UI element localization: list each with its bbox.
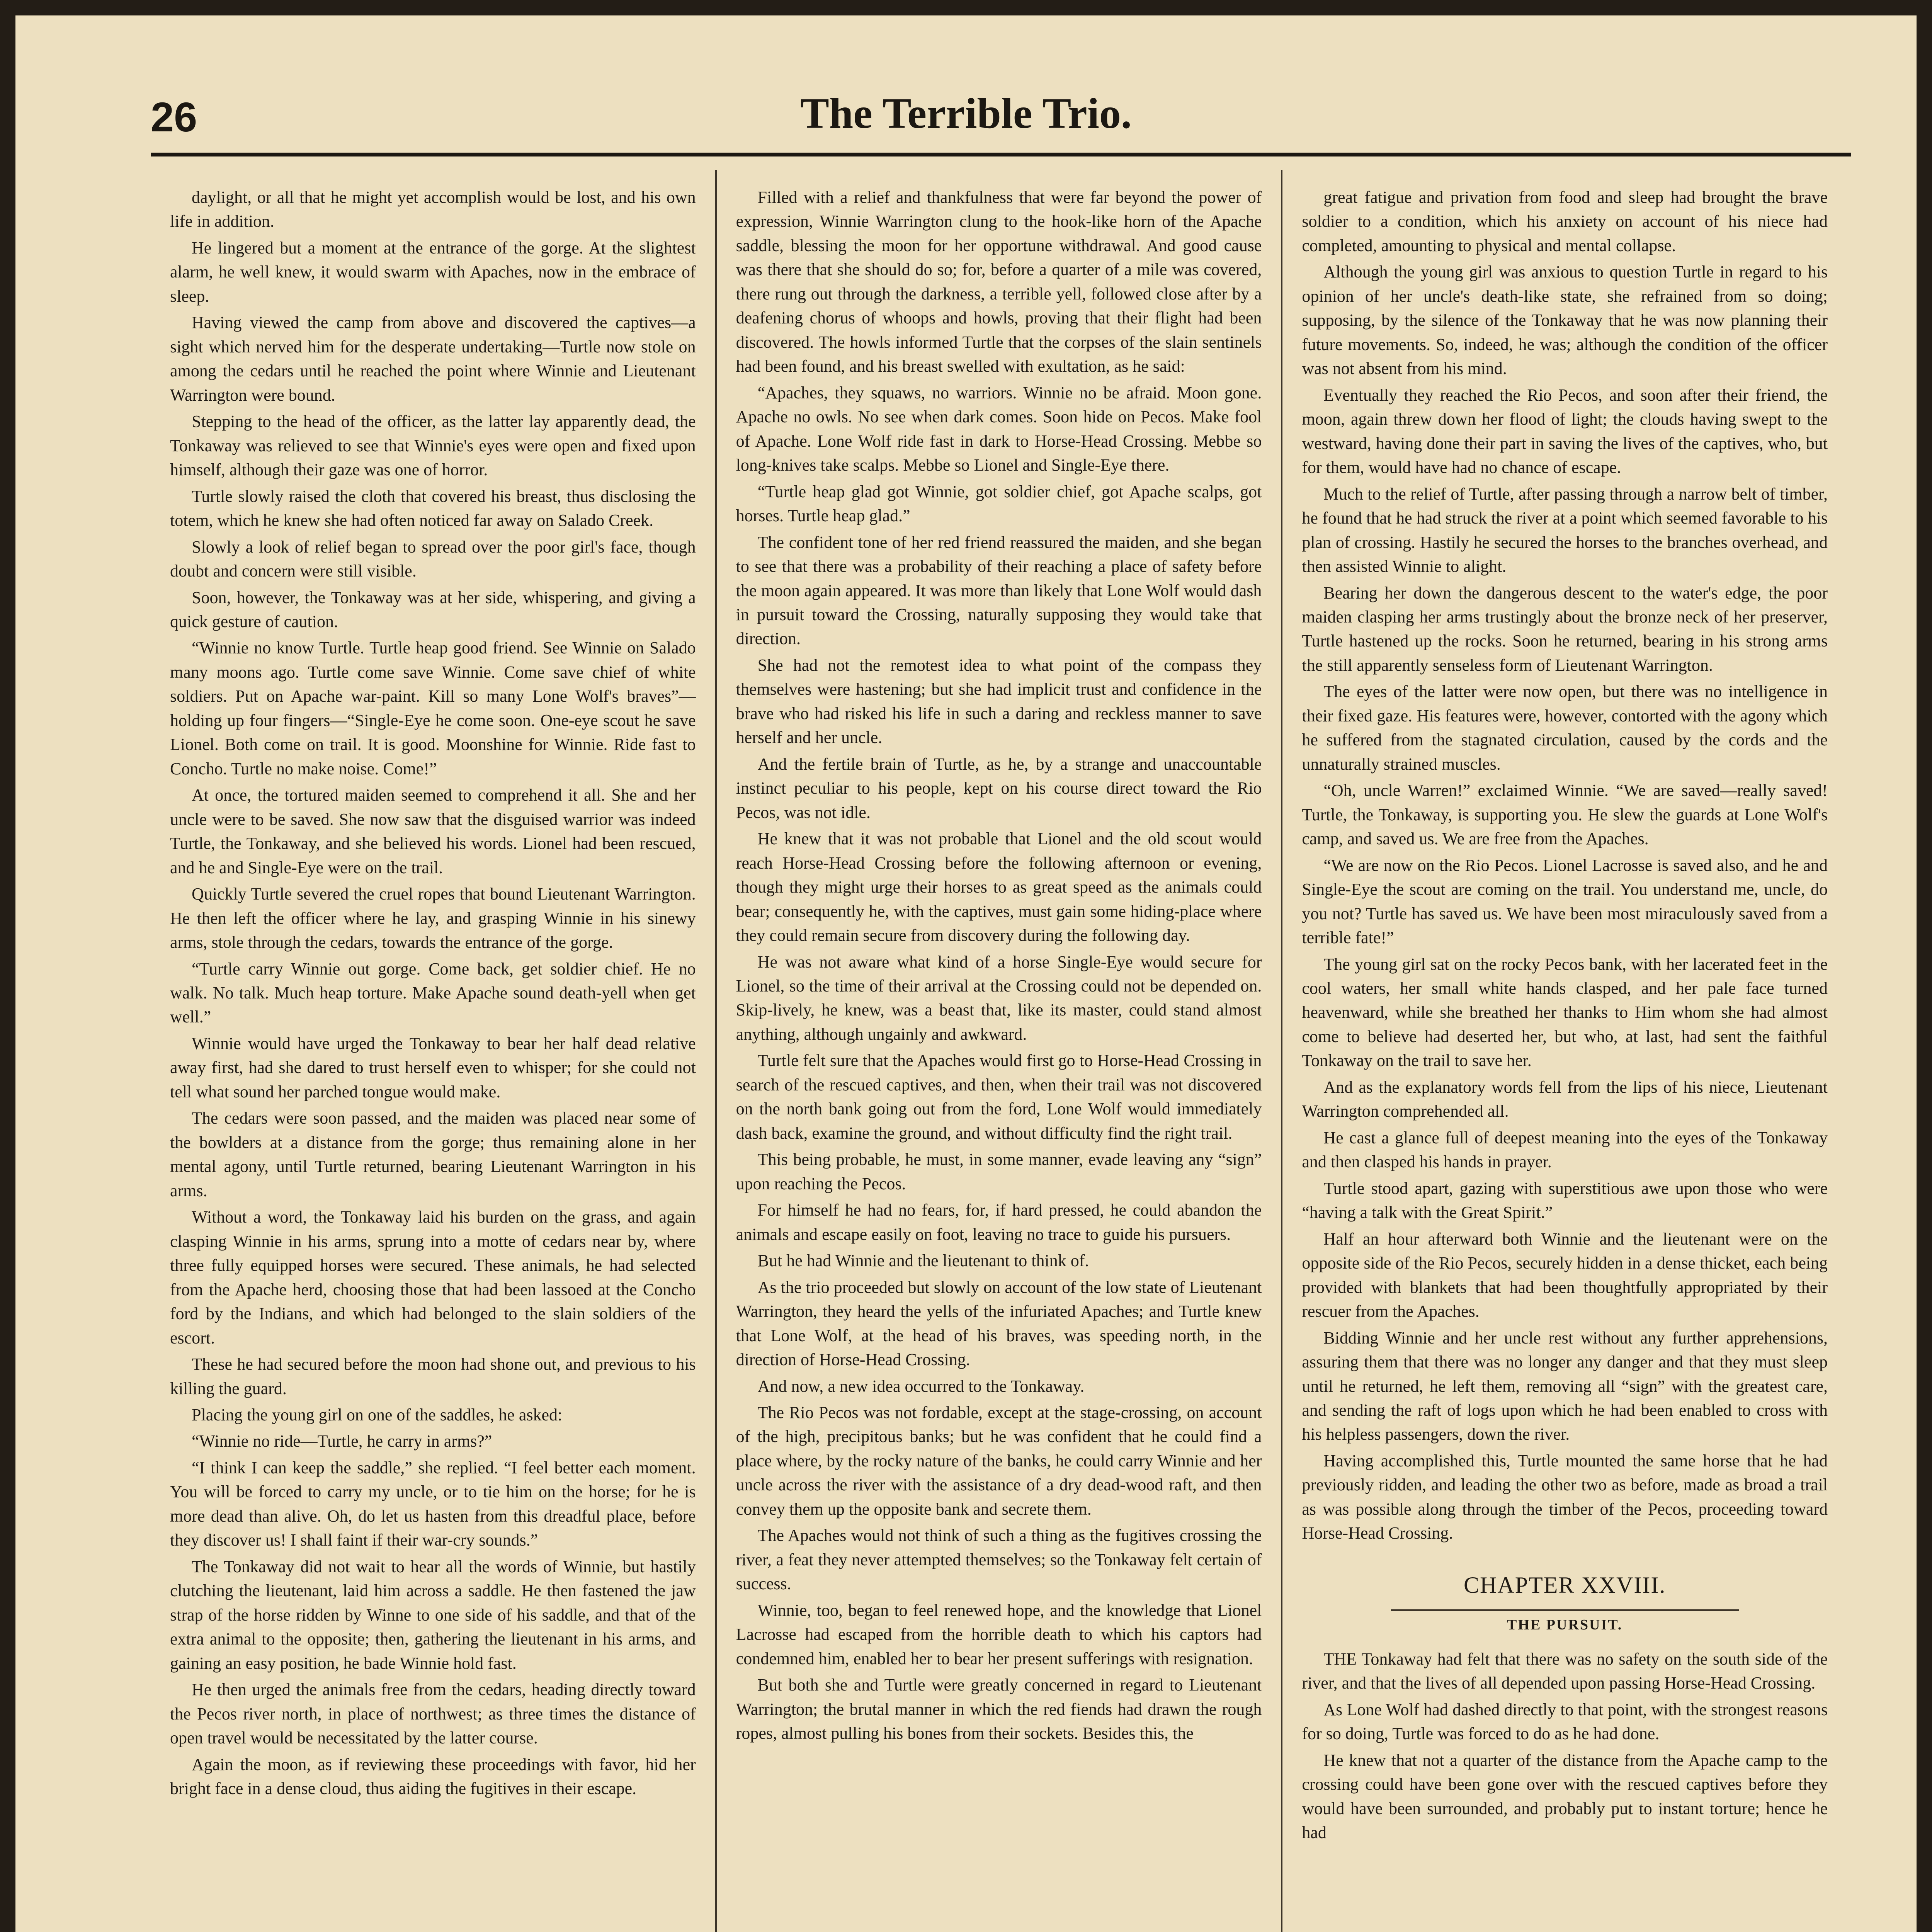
paragraph: She had not the remotest idea to what point of the compass they themselves were hastening; but she had implicit trust and confidence in the brave who had risked his life in such a daring and reckless manner to save herself and her uncle. bbox=[736, 655, 1262, 747]
paragraph: Although the young girl was anxious to question Turtle in regard to his opinion of her uncle's death-like state, she refrained from so doing; supposing, by the silence of the Tonkaway that he was now planning their future movements. So, indeed, he was; although the condition of the officer was not absent from his mind. bbox=[1302, 262, 1828, 378]
column-3-body bbox=[1302, 185, 1828, 1546]
paragraph: The Rio Pecos was not fordable, except at the stage-crossing, on account of the high, precipitous banks; but he was confident that he could find a place where, by the rocky nature of the banks, he could carry Winnie and her uncle across the river with the assistance of a dry dead-wood raft, and then convey them up the opposite bank and secrete them. bbox=[736, 1403, 1262, 1519]
paragraph: He then urged the animals free from the cedars, heading directly toward the Pecos river north, in place of northwest; as three times the distance of open travel would be necessitated by the latter course. bbox=[170, 1680, 696, 1748]
paragraph: For himself he had no fears, for, if hard pressed, he could abandon the animals and escape easily on foot, leaving no trace to guide his pursuers. bbox=[736, 1201, 1262, 1244]
paragraph: The young girl sat on the rocky Pecos bank, with her lacerated feet in the cool waters, her small white hands clasped, and her pale face turned heavenward, while she breathed her thanks to Him whom she had almost come to believe had deserted her, but who, at last, had sent the faithful Tonkaway on the trail to save her. bbox=[1302, 954, 1828, 1070]
paragraph: But he had Winnie and the lieutenant to think of. bbox=[757, 1251, 1089, 1270]
paragraph: “Apaches, they squaws, no warriors. Winnie no be afraid. Moon gone. Apache no owls. No see when dark comes. Soon hide on Pecos. Make fool of Apache. Lone Wolf ride fast in dark to Horse-Head Crossing. Mebbe so long-knives take scalps. Mebbe so Lionel and Single-Eye there. bbox=[736, 383, 1262, 475]
paragraph: “Turtle carry Winnie out gorge. Come back, get soldier chief. He no walk. No talk. Much heap torture. Make Apache sound death-yell when get well.” bbox=[170, 959, 696, 1027]
paragraph: He knew that it was not probable that Lionel and the old scout would reach Horse-Head Crossing before the following afternoon or evening, though they might urge their horses to as great speed as the animals could bear; consequently he, with the captives, must gain some hiding-place where they could remain secure from discovery during the following day. bbox=[736, 829, 1262, 945]
paragraph: The Apaches would not think of such a thing as the fugitives crossing the river, a feat they never attempted themselves; so the Tonkaway felt certain of success. bbox=[736, 1526, 1262, 1594]
paragraph: And now, a new idea occurred to the Tonkaway. bbox=[757, 1376, 1085, 1396]
paragraph: The Tonkaway did not wait to hear all the words of Winnie, but hastily clutching the lieutenant, laid him across a saddle. He then fastened the jaw strap of the horse ridden by Winne to one side of his saddle, and that of the extra animal to the opposite; then, gathering the lieutenant in his arms, and gaining an easy position, he bade Winnie hold fast. bbox=[170, 1557, 696, 1673]
paragraph: THE Tonkaway had felt that there was no safety on the south side of the river, and that the lives of all depended upon passing Horse-Head Crossing. bbox=[1302, 1649, 1828, 1693]
paragraph: Winnie would have urged the Tonkaway to bear her half dead relative away first, had she dared to trust herself even to whisper; for she could not tell what sound her parched tongue would make. bbox=[170, 1034, 696, 1101]
paragraph: Turtle felt sure that the Apaches would first go to Horse-Head Crossing in search of the rescued captives, and then, when their trail was not discovered on the north bank going out from the ford, Lone Wolf would immediately dash back, examine the ground, and without difficulty find the right trail. bbox=[736, 1051, 1262, 1143]
paragraph: And the fertile brain of Turtle, as he, by a strange and unaccountable instinct peculiar to his people, kept on his course direct toward the Rio Pecos, was not idle. bbox=[736, 754, 1262, 822]
paragraph: great fatigue and privation from food and sleep had brought the brave soldier to a condition, which his anxiety on account of his niece had completed, amounting to physical and mental collapse. bbox=[1302, 188, 1828, 255]
paragraph: Eventually they reached the Rio Pecos, and soon after their friend, the moon, again threw down her flood of light; the clouds having swept to the westward, having done their part in saving the lives of the captives, who, but for them, would have had no chance of escape. bbox=[1302, 385, 1828, 477]
paragraph: daylight, or all that he might yet accomplish would be lost, and his own life in addition. bbox=[170, 188, 696, 231]
paragraph: As the trio proceeded but slowly on account of the low state of Lieutenant Warrington, they heard the yells of the infuriated Apaches; and Turtle knew that Lone Wolf, at the head of his braves, was speeding north, in the direction of Horse-Head Crossing. bbox=[736, 1277, 1262, 1369]
paragraph: These he had secured before the moon had shone out, and previous to his killing the guard. bbox=[170, 1355, 696, 1398]
paragraph: Stepping to the head of the officer, as the latter lay apparently dead, the Tonkaway was relieved to see that Winnie's eyes were open and fixed upon himself, although their gaze was one of horror. bbox=[170, 412, 696, 480]
paragraph: He was not aware what kind of a horse Single-Eye would secure for Lionel, so the time of their arrival at the Crossing could not be depended on. Skip-lively, he knew, was a beast that, like its master, could stand almost anything, although ungainly and awkward. bbox=[736, 952, 1262, 1044]
text-columns bbox=[151, 170, 1847, 1932]
paragraph: Having accomplished this, Turtle mounted the same horse that he had previously ridden, and leading the other two as before, made as broad a trail as was possible along through the timber of the Pecos, proceeding toward Horse-Head Crossing. bbox=[1302, 1451, 1828, 1543]
paragraph: Filled with a relief and thankfulness that were far beyond the power of expression, Winnie Warrington clung to the hook-like horn of the Apache saddle, blessing the moon for her opportune withdrawal. And good cause was there that she should do so; for, before a quarter of a mile was covered, there rung out through the darkness, a terrible yell, followed close after by a deafening chorus of whoops and howls, proving that their flight had been discovered. The howls informed Turtle that the corpses of the slain sentinels had been found, and his breast swelled with exultation, as he said: bbox=[736, 188, 1262, 376]
paragraph: “Winnie no ride—Turtle, he carry in arms?” bbox=[192, 1432, 492, 1451]
paragraph: And as the explanatory words fell from the lips of his niece, Lieutenant Warrington comprehended all. bbox=[1302, 1077, 1828, 1121]
paragraph: The eyes of the latter were now open, but there was no intelligence in their fixed gaze. His features were, however, contorted with the agony which he suffered from the stagnated circulation, caused by the cords and the unnaturally strained muscles. bbox=[1302, 682, 1828, 774]
chapter-body bbox=[1302, 1647, 1828, 1845]
chapter-subtitle: THE PURSUIT. bbox=[1507, 1616, 1623, 1633]
magazine-page bbox=[15, 15, 1917, 1932]
column-1 bbox=[151, 170, 715, 1932]
paragraph: As Lone Wolf had dashed directly to that point, with the strongest reasons for so doing, Turtle was forced to do as he had done. bbox=[1302, 1700, 1828, 1743]
paragraph: “Turtle heap glad got Winnie, got soldier chief, got Apache scalps, got horses. Turtle heap glad.” bbox=[736, 482, 1262, 526]
paragraph: He cast a glance full of deepest meaning into the eyes of the Tonkaway and then clasped his hands in prayer. bbox=[1302, 1128, 1828, 1172]
page-header bbox=[15, 15, 1917, 140]
column-3 bbox=[1282, 170, 1847, 1932]
paragraph: “Oh, uncle Warren!” exclaimed Winnie. “We are saved—really saved! Turtle, the Tonkaway, is supporting you. He slew the guards at Lone Wolf's camp, and saved us. We are free from the Apaches. bbox=[1302, 781, 1828, 849]
paragraph: “Winnie no know Turtle. Turtle heap good friend. See Winnie on Salado many moons ago. Turtle come save Winnie. Come save chief of white soldiers. Put on Apache war-paint. Kill so many Lone Wolf's braves”—holding up four fingers—“Single-Eye he come soon. One-eye scout he save Lionel. Both come on trail. It is good. Moonshine for Winnie. Ride fast to Concho. Turtle no make noise. Come!” bbox=[170, 638, 696, 778]
paragraph: Again the moon, as if reviewing these proceedings with favor, hid her bright face in a dense cloud, thus aiding the fugitives in their escape. bbox=[170, 1755, 696, 1798]
paragraph: Having viewed the camp from above and discovered the captives—a sight which nerved him for the desperate undertaking—Turtle now stole on among the cedars until he reached the point where Winnie and Lieutenant Warrington were bound. bbox=[170, 313, 696, 405]
paragraph: The cedars were soon passed, and the maiden was placed near some of the bowlders at a distance from the gorge; thus remaining alone in her mental agony, until Turtle returned, bearing Lieutenant Warrington in his arms. bbox=[170, 1109, 696, 1200]
paragraph: “We are now on the Rio Pecos. Lionel Lacrosse is saved also, and he and Single-Eye the scout are coming on the trail. You understand me, uncle, do you not? Turtle has saved us. We have been most miraculously saved from a terrible fate!” bbox=[1302, 855, 1828, 947]
paragraph: He lingered but a moment at the entrance of the gorge. At the slightest alarm, he well knew, it would swarm with Apaches, now in the embrace of sleep. bbox=[170, 238, 696, 306]
paragraph: Turtle stood apart, gazing with superstitious awe upon those who were “having a talk with the Great Spirit.” bbox=[1302, 1179, 1828, 1222]
column-2 bbox=[717, 170, 1281, 1932]
paragraph: At once, the tortured maiden seemed to comprehend it all. She and her uncle were to be saved. She now saw that the disguised warrior was indeed Turtle, the Tonkaway, and she believed his words. Lionel had been rescued, and he and Single-Eye were on the trail. bbox=[170, 786, 696, 877]
paragraph: Without a word, the Tonkaway laid his burden on the grass, and again clasping Winnie in his arms, sprung into a motte of cedars near by, where three fully equipped horses were secured. These animals, he had selected from the Apache herd, choosing those that had been lassoed at the Concho ford by the Indians, and which had belonged to the slain soldiers of the escort. bbox=[170, 1208, 696, 1347]
paragraph: The confident tone of her red friend reassured the maiden, and she began to see that there was a probability of their reaching a place of safety before the moon again appeared. It was more than likely that Lone Wolf would dash in pursuit toward the Crossing, naturally supposing they would take that direction. bbox=[736, 532, 1262, 648]
paragraph: This being probable, he must, in some manner, evade leaving any “sign” upon reaching the Pecos. bbox=[736, 1150, 1262, 1193]
chapter-title: CHAPTER XXVIII. bbox=[1464, 1572, 1666, 1598]
paragraph: Placing the young girl on one of the saddles, he asked: bbox=[192, 1405, 563, 1424]
paragraph: Bidding Winnie and her uncle rest without any further apprehensions, assuring them that there was no longer any danger and that they must sleep until he returned, he left them, removing all “sign” with the greatest care, and sending the raft of logs upon which he had been enabled to cross with his helpless passengers, down the river. bbox=[1302, 1328, 1828, 1444]
paragraph: Soon, however, the Tonkaway was at her side, whispering, and giving a quick gesture of caution. bbox=[170, 588, 696, 631]
header-rule bbox=[151, 153, 1851, 156]
paragraph: Quickly Turtle severed the cruel ropes that bound Lieutenant Warrington. He then left the officer where he lay, and grasping Winnie in his sinewy arms, stole through the cedars, towards the entrance of the gorge. bbox=[170, 884, 696, 952]
paragraph: Half an hour afterward both Winnie and the lieutenant were on the opposite side of the Rio Pecos, securely hidden in a dense thicket, each being provided with blankets that had been thoughtfully appropriated by their rescuer from the Apaches. bbox=[1302, 1229, 1828, 1321]
paragraph: Much to the relief of Turtle, after passing through a narrow belt of timber, he found that he had struck the river at a point which seemed favorable to his plan of crossing. Hastily he secured the horses to the branches overhead, and then assisted Winnie to alight. bbox=[1302, 484, 1828, 576]
page-number: 26 bbox=[151, 94, 197, 140]
chapter-rule bbox=[1391, 1609, 1739, 1611]
paragraph: But both she and Turtle were greatly concerned in regard to Lieutenant Warrington; the brutal manner in which the red fiends had drawn the rough ropes, almost pulling his bones from their sockets. Besides this, the bbox=[736, 1675, 1262, 1743]
paragraph: Turtle slowly raised the cloth that covered his breast, thus disclosing the totem, which he knew she had often noticed far away on Salado Creek. bbox=[170, 486, 696, 530]
paragraph: “I think I can keep the saddle,” she replied. “I feel better each moment. You will be forced to carry my uncle, or to tie him on the horse; for he is more dead than alive. Oh, do let us hasten from this dreadful place, before they discover us! I shall faint if their war-cry sounds.” bbox=[170, 1458, 696, 1550]
paragraph: He knew that not a quarter of the distance from the Apache camp to the crossing could have been gone over with the rescued captives before they would have been surrounded, and probably put to instant torture; hence he had bbox=[1302, 1750, 1828, 1842]
paragraph: Winnie, too, began to feel renewed hope, and the knowledge that Lionel Lacrosse had escaped from the horrible death to which his captors had condemned him, enabled her to bear her present sufferings with resignation. bbox=[736, 1600, 1262, 1668]
paragraph: Bearing her down the dangerous descent to the water's edge, the poor maiden clasping her arms trustingly about the bronze neck of her preserver, Turtle hastened up the rocks. Soon he returned, bearing in his strong arms the still apparently senseless form of Lieutenant Warrington. bbox=[1302, 583, 1828, 675]
paragraph: Slowly a look of relief began to spread over the poor girl's face, though doubt and concern were still visible. bbox=[170, 537, 696, 581]
running-title: The Terrible Trio. bbox=[800, 90, 1132, 138]
